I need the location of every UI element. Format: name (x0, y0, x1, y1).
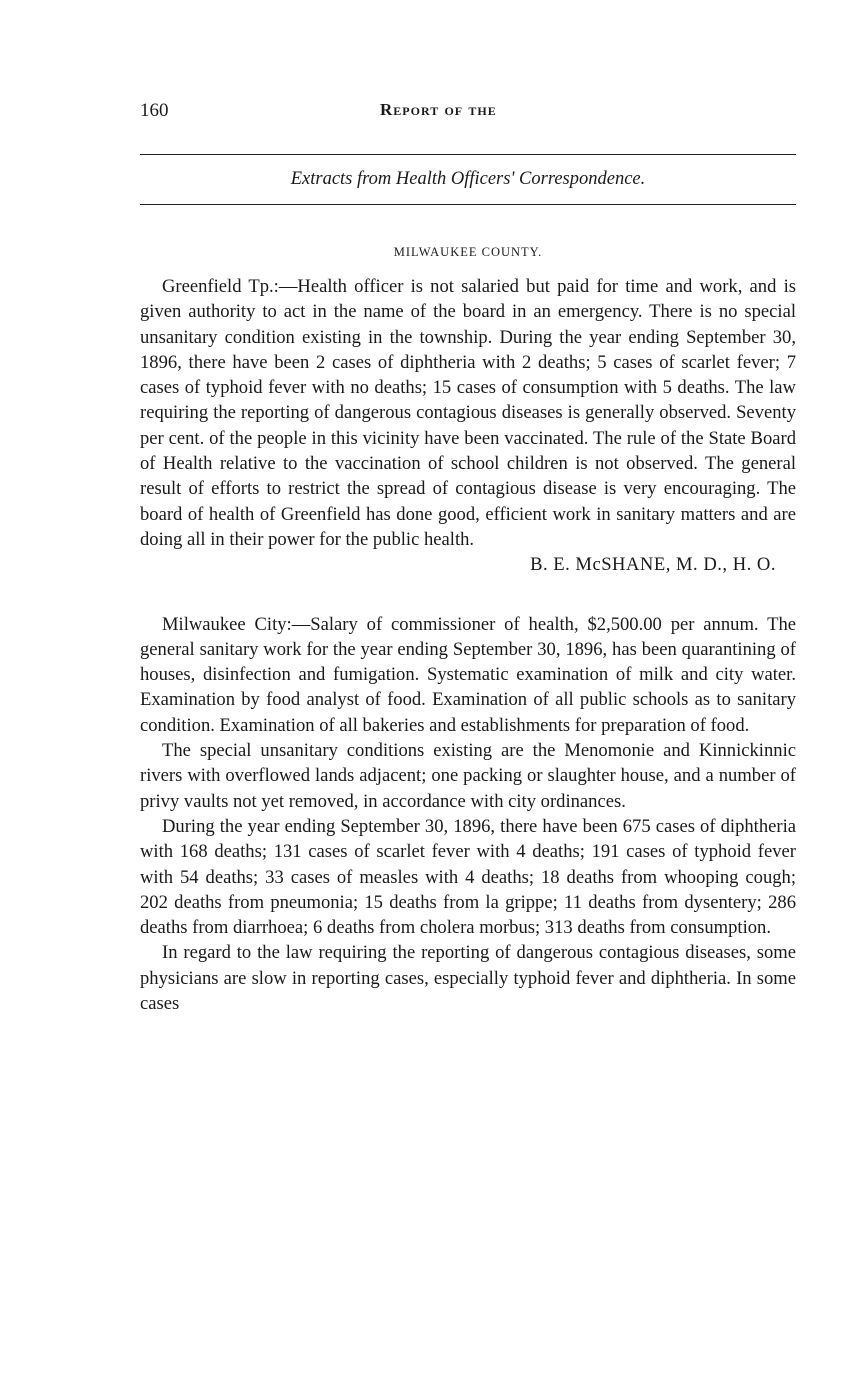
milwaukee-paragraph-3: During the year ending September 30, 1896, there have been 675 cases of diphtheria with 168 deaths; 131 cases of scarlet fever with 4 deaths; 191 cases of typhoid fever with 54 deaths; 33 cases of measles with 4 deaths; 18 deaths from whooping cough; 202 deaths from pneumonia; 15 deaths from la grippe; 11 deaths from dysentery; 286 deaths from diarrhoea; 6 deaths from cholera morbus; 313 deaths from consumption. (140, 815, 796, 939)
page-number: 160 (140, 100, 169, 121)
greenfield-paragraph: Greenfield Tp.:—Health officer is not salaried but paid for time and work, and is given authority to act in the name of the board in an emergency. There is no special unsanitary condition existing in the township. During the year ending September 30, 1896, there have been 2 cases of diphtheria with 2 deaths; 5 cases of scarlet fever; 7 cases of typhoid fever with no deaths; 15 cases of consumption with 5 deaths. The law requiring the reporting of dangerous contagious diseases is generally observed. Seventy per cent. of the people in this vicinity have been vaccinated. The rule of the State Board of Health relative to the vaccination of school children is not observed. The general result of efforts to restrict the spread of contagious disease is very encouraging. The board of health of Greenfield has done good, efficient work in sanitary matters and are doing all in their power for the public health. (140, 276, 796, 550)
milwaukee-paragraph-4: In regard to the law requiring the reporting of dangerous contagious diseases, some physicians are slow in reporting cases, especially typhoid fever and diphtheria. In some cases (140, 942, 796, 1015)
milwaukee-paragraph-2: The special unsanitary conditions existing are the Menomonie and Kinnickinnic rivers with overflowed lands adjacent; one packing or slaughter house, and a number of privy vaults not yet removed, in accordance with city ordinances. (140, 740, 796, 812)
greenfield-entry (140, 274, 796, 552)
page-header (140, 100, 796, 128)
section-heading: Extracts from Health Officers' Correspondence. (290, 169, 646, 189)
greenfield-signature: B. E. McSHANE, M. D., H. O. (530, 554, 776, 576)
bottom-rule (140, 204, 796, 205)
running-head: Report of the (380, 100, 497, 119)
county-heading: MILWAUKEE COUNTY. (393, 245, 543, 259)
milwaukee-paragraph-1: Milwaukee City:—Salary of commissioner of health, $2,500.00 per annum. The general sanitary work for the year ending September 30, 1896, has been quarantining of houses, disinfection and fumigation. Systematic examination of milk and city water. Examination by food analyst of food. Examination of all public schools as to sanitary condition. Examination of all bakeries and establishments for preparation of food. (140, 613, 796, 736)
milwaukee-city-entry (140, 612, 796, 1017)
top-rule (140, 154, 796, 155)
document-page (140, 100, 796, 1016)
